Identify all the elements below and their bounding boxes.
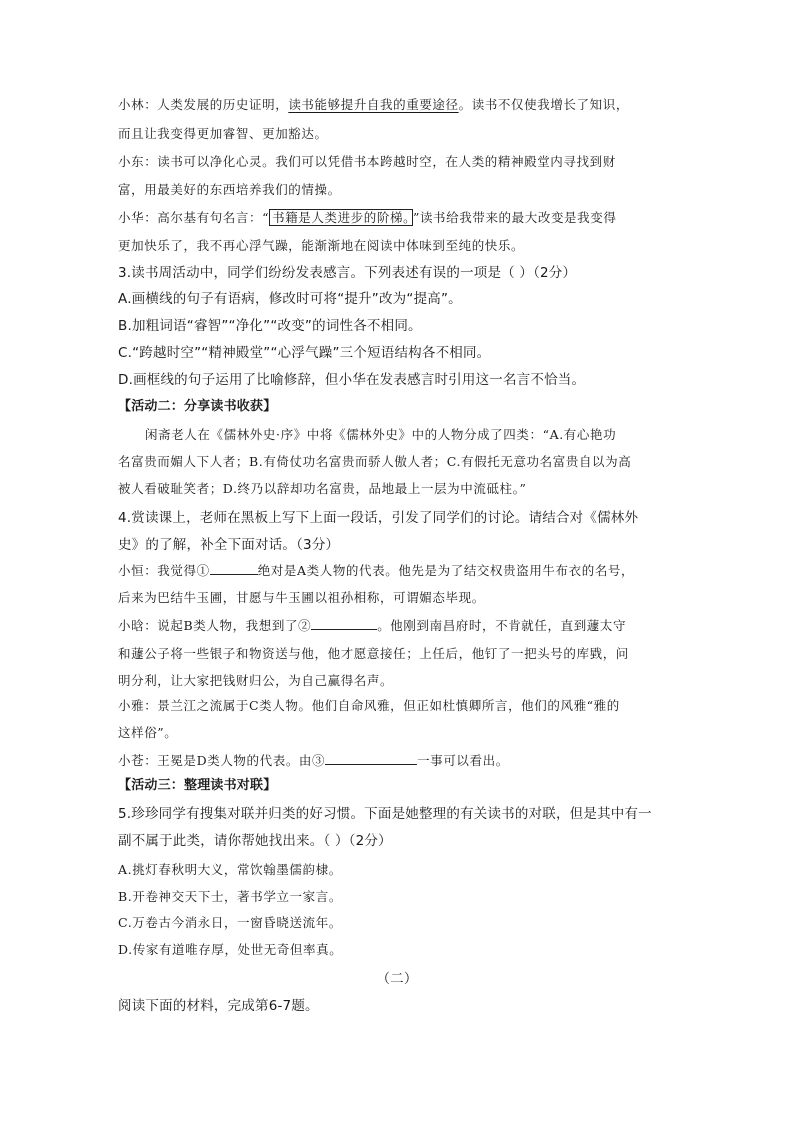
q5-stem-line2: 副不属于此类，请你帮她找出来。（ ）（2分） (118, 833, 392, 849)
p2-line2: 富，用最美好的东西培养我们的情操。 (118, 182, 341, 197)
p1-l1-text1: 小林：人类发展的历史证明， (118, 97, 289, 112)
section2-instruction: 阅读下面的材料，完成第6-7题。 (118, 998, 319, 1014)
q3-option-d: D.画框线的句子运用了比喻修辞，但小华在发表感言时引用这一名言不恰当。 (118, 372, 586, 388)
q5-stem-line1: 5.珍珍同学有搜集对联并归类的好习惯。下面是她整理的有关读书的对联，但是其中有一 (118, 806, 652, 822)
xh-line2: 后来为巴结牛玉圃，甘愿与牛玉圃以祖孙相称，可谓媚态毕现。 (118, 590, 485, 605)
xl-line3: 明分利，让大家把钱财归公，为自己赢得名声。 (118, 673, 394, 688)
q4-stem-line2: 史》的了解，补全下面对话。（3分） (118, 537, 340, 553)
blank-2[interactable] (311, 617, 377, 630)
xh-l1-a: 小恒：我觉得① (118, 563, 210, 578)
xz-b: 一事可以看出。 (417, 753, 509, 768)
p1-line2: 而且让我变得更加睿智、更加豁达。 (118, 126, 328, 141)
q5-option-c: C.万卷古今消永日，一窗昏晓送流年。 (118, 915, 342, 930)
q3-option-c: C.“跨越时空”“精神殿堂”“心浮气躁”三个短语结构各不相同。 (118, 345, 491, 361)
quote-line3: 被人看破耻笑者；D.终乃以辞却功名富贵，品地最上一层为中流砥柱。” (118, 481, 527, 496)
q5-option-d: D.传家有道唯存厚，处世无奇但率真。 (118, 942, 343, 957)
xl-l1-b: 。他刚到南昌府时，不肯就任，直到蘧太守 (377, 618, 627, 633)
boxed-quote: 书籍是人类进步的阶梯。 (269, 209, 413, 226)
xh-l1-b: 绝对是A类人物的代表。他先是为了结交权贵盗用牛布衣的名号， (257, 563, 635, 578)
xl-line1 (118, 617, 678, 635)
xy-line2: 这样俗”。 (118, 725, 178, 740)
quote-line1: 闲斋老人在《儒林外史·序》中将《儒林外史》中的人物分成了四类：“A.有心艳功 (145, 427, 617, 442)
p1-l1-text2: 。读书不仅使我增长了知识， (458, 97, 629, 112)
activity3-heading: 【活动三：整理读书对联】 (118, 778, 277, 793)
blank-1[interactable] (210, 562, 258, 575)
p1-line1 (118, 96, 678, 114)
p3-l1-text1: 小华：高尔基有句名言：“ (118, 210, 270, 225)
xz-line (118, 752, 678, 770)
p2-line1: 小东：读书可以净化心灵。我们可以凭借书本跨越时空，在人类的精神殿堂内寻找到财 (118, 154, 616, 169)
quote-line2: 名富贵而媚人下人者；B.有倚仗功名富贵而骄人傲人者；C.有假托无意功名富贵自以为高 (118, 454, 632, 469)
q5-option-a: A.挑灯春秋明大义，常饮翰墨儒韵棣。 (118, 862, 342, 877)
xl-line2: 和蘧公子将一些银子和物资送与他，他才愿意接任；上任后，他钉了一把头号的库戥，问 (118, 646, 629, 661)
xl-l1-a: 小晗：说起B类人物，我想到了② (118, 618, 312, 633)
underlined-sentence: 读书能够提升自我的重要途径 (288, 97, 459, 112)
xh-line1 (118, 562, 678, 580)
q4-stem-line1: 4.赏读课上，老师在黑板上写下上面一段话，引发了同学们的讨论。请结合对《儒林外 (118, 510, 639, 526)
q3-stem: 3.读书周活动中，同学们纷纷发表感言。下列表述有误的一项是（ ）（2分） (118, 265, 577, 281)
p3-line1 (118, 209, 678, 227)
xz-a: 小苍：王冕是D类人物的代表。由③ (118, 753, 326, 768)
activity2-heading: 【活动二：分享读书收获】 (118, 399, 277, 414)
p3-line2: 更加快乐了，我不再心浮气躁，能渐渐地在阅读中体味到至纯的快乐。 (118, 238, 525, 253)
xy-line1: 小雅：景兰江之流属于C类人物。他们自命风雅，但正如杜慎卿所言，他们的风雅“雅的 (118, 698, 620, 713)
q3-option-b: B.加粗词语“睿智”“净化”“改变”的词性各不相同。 (118, 318, 422, 334)
q3-option-a: A.画横线的句子有语病，修改时可将“提升”改为“提高”。 (118, 291, 462, 307)
p3-l1-text2: ”读书给我带来的最大改变是我变得 (412, 210, 617, 225)
blank-3[interactable] (325, 752, 417, 765)
q5-option-b: B.开卷神交天下士，著书学立一家言。 (118, 889, 342, 904)
section2-heading: （二） (376, 971, 418, 987)
